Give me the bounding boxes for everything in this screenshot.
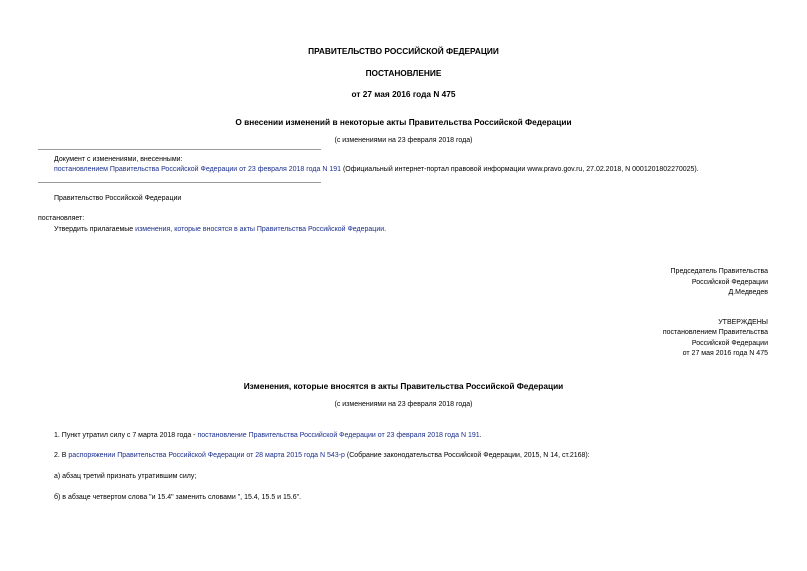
approved-line-2: постановлением Правительства	[662, 329, 768, 336]
item-2b: б) в абзаце четвертом слова "и 15.4" заменить словами ", 15.4, 15.5 и 15.6".	[54, 494, 302, 501]
approved-line-4: от 27 мая 2016 года N 475	[682, 350, 768, 357]
item-1	[54, 432, 482, 439]
approved-heading: УТВЕРЖДЕНЫ	[718, 319, 768, 326]
approve-paragraph	[54, 226, 386, 233]
signature-title-2: Российской Федерации	[691, 279, 768, 286]
approve-text: Утвердить прилагаемые	[54, 226, 136, 233]
divider-top	[38, 149, 321, 150]
document-date-number: от 27 мая 2016 года N 475	[351, 89, 456, 99]
changes-edition: (с изменениями на 23 февраля 2018 года)	[334, 401, 473, 408]
item-2a: а) абзац третий признать утратившим силу;	[54, 473, 197, 480]
item-1-period: .	[479, 432, 482, 439]
approve-link[interactable]: изменения, которые вносятся в акты Правительства Российской Федерации	[135, 226, 385, 233]
divider-bottom	[38, 182, 321, 183]
amend-note-line	[54, 166, 699, 173]
edition-note: (с изменениями на 23 февраля 2018 года)	[334, 137, 473, 144]
item-2-source: (Собрание законодательства Российской Федерации, 2015, N 14, ст.2168):	[344, 452, 590, 459]
decides-label: постановляет:	[38, 215, 85, 222]
amend-note-heading: Документ с изменениями, внесенными:	[54, 156, 183, 163]
government-line: Правительство Российской Федерации	[54, 195, 182, 202]
approved-line-3: Российской Федерации	[691, 340, 768, 347]
changes-title: Изменения, которые вносятся в акты Правительства Российской Федерации	[243, 381, 564, 391]
signature-title: Председатель Правительства	[670, 268, 768, 275]
document-title: О внесении изменений в некоторые акты Правительства Российской Федерации	[235, 117, 572, 127]
amend-note-source: (Официальный интернет-портал правовой информации www.pravo.gov.ru, 27.02.2018, N 0001201802270025).	[341, 166, 699, 173]
signature-name: Д.Медведев	[728, 289, 768, 296]
item-2	[54, 452, 590, 459]
amend-note-link[interactable]: постановлением Правительства Российской Федерации от 23 февраля 2018 года N 191	[54, 166, 341, 173]
approve-period: .	[384, 226, 387, 233]
item-1-link[interactable]: постановление Правительства Российской Федерации от 23 февраля 2018 года N 191	[197, 432, 480, 439]
item-2-text: 2. В	[54, 452, 69, 459]
government-heading: ПРАВИТЕЛЬСТВО РОССИЙСКОЙ ФЕДЕРАЦИИ	[308, 46, 499, 56]
item-2-link[interactable]: распоряжении Правительства Российской Федерации от 28 марта 2015 года N 543-р	[68, 452, 345, 459]
document-type: ПОСТАНОВЛЕНИЕ	[365, 68, 442, 78]
item-1-text: 1. Пункт утратил силу с 7 марта 2018 года -	[54, 432, 198, 439]
